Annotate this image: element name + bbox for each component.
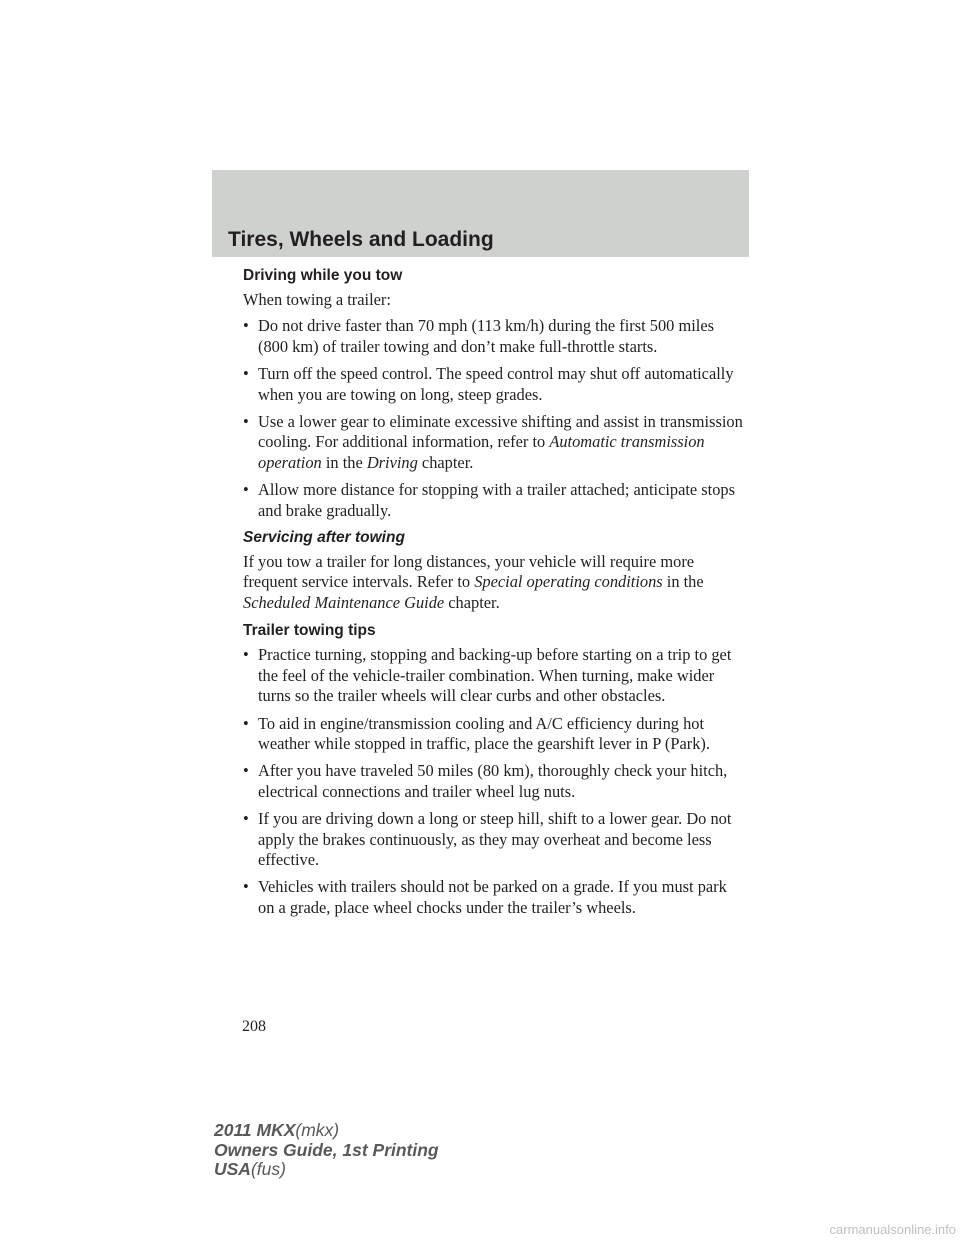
list-item-text: Practice turning, stopping and backing-up before starting on a trip to get the feel of the vehicle-trailer combination. When turning, make wider turns so the trailer wheels will clear curbs and other obstacles. (258, 645, 732, 706)
footer-market-code: (fus) (250, 1159, 286, 1179)
bullet-glyph: • (243, 645, 249, 665)
footer-model-code: (mkx) (295, 1120, 340, 1140)
section-heading-driving: Driving while you tow (243, 267, 403, 284)
text-run: in the (662, 572, 704, 592)
cross-reference: Automatic transmission operation (258, 432, 705, 472)
list-item-text (258, 412, 743, 472)
list-item (243, 877, 743, 918)
driving-intro: When towing a trailer: (243, 290, 391, 309)
text-run: chapter. (417, 452, 474, 472)
driving-bullet-list (243, 316, 743, 521)
bullet-glyph: • (243, 480, 249, 500)
bullet-glyph: • (243, 316, 249, 336)
list-item-text: Turn off the speed control. The speed control may shut off automatically when you are towing on long, steep grades. (258, 364, 734, 404)
list-item (243, 761, 743, 802)
text-run: in the (321, 452, 367, 472)
list-item (243, 316, 743, 357)
bullet-glyph: • (243, 877, 249, 897)
list-item-text: If you are driving down a long or steep hill, shift to a lower gear. Do not apply the brakes continuously, as they may overheat and become less effective. (258, 809, 732, 869)
footer-line-1 (214, 1121, 439, 1141)
bullet-glyph: • (243, 761, 249, 781)
text-run: If you tow a trailer for long distances, your vehicle will require more frequent service intervals. Refer to (243, 552, 695, 592)
bullet-glyph: • (243, 364, 249, 384)
footer-line-2 (214, 1141, 439, 1161)
list-item-text: After you have traveled 50 miles (80 km), thoroughly check your hitch, electrical connections and trailer wheel lug nuts. (258, 761, 728, 801)
footer-model: 2011 MKX (214, 1120, 296, 1140)
text-run: chapter. (444, 592, 500, 612)
footer-line-3 (214, 1160, 439, 1180)
cross-reference: Scheduled Maintenance Guide (243, 592, 445, 612)
list-item (243, 412, 743, 473)
list-item-text: Allow more distance for stopping with a trailer attached; anticipate stops and brake gradually. (258, 480, 736, 520)
bullet-glyph: • (243, 713, 249, 733)
servicing-paragraph (243, 552, 743, 613)
page-content (243, 266, 743, 925)
list-item-text: Do not drive faster than 70 mph (113 km/h) during the first 500 miles (800 km) of trailer towing and don’t make full-throttle starts. (258, 316, 714, 356)
list-item (243, 645, 743, 706)
bullet-glyph: • (243, 809, 249, 829)
cross-reference: Driving (366, 452, 418, 472)
text-run: Use a lower gear to eliminate excessive shifting and assist in transmission cooling. For additional information, refer to (258, 412, 743, 452)
watermark-link[interactable]: carmanualsonline.info (829, 1222, 956, 1237)
list-item-text: Vehicles with trailers should not be parked on a grade. If you must park on a grade, place wheel chocks under the trailer’s wheels. (258, 877, 727, 917)
tips-bullet-list (243, 645, 743, 918)
list-item (243, 809, 743, 870)
footer-market: USA (214, 1159, 251, 1179)
print-footer (214, 1121, 439, 1180)
list-item (243, 480, 743, 521)
list-item (243, 364, 743, 405)
chapter-title: Tires, Wheels and Loading (228, 228, 494, 251)
list-item (243, 714, 743, 755)
footer-edition: Owners Guide, 1st Printing (214, 1139, 439, 1160)
cross-reference: Special operating conditions (474, 572, 663, 592)
bullet-glyph: • (243, 412, 249, 432)
page-number: 208 (242, 1018, 266, 1035)
section-heading-servicing: Servicing after towing (243, 529, 405, 547)
list-item-text: To aid in engine/transmission cooling and A/C efficiency during hot weather while stopped in traffic, place the gearshift lever in P (Park). (258, 713, 710, 753)
section-heading-tips: Trailer towing tips (243, 622, 376, 640)
